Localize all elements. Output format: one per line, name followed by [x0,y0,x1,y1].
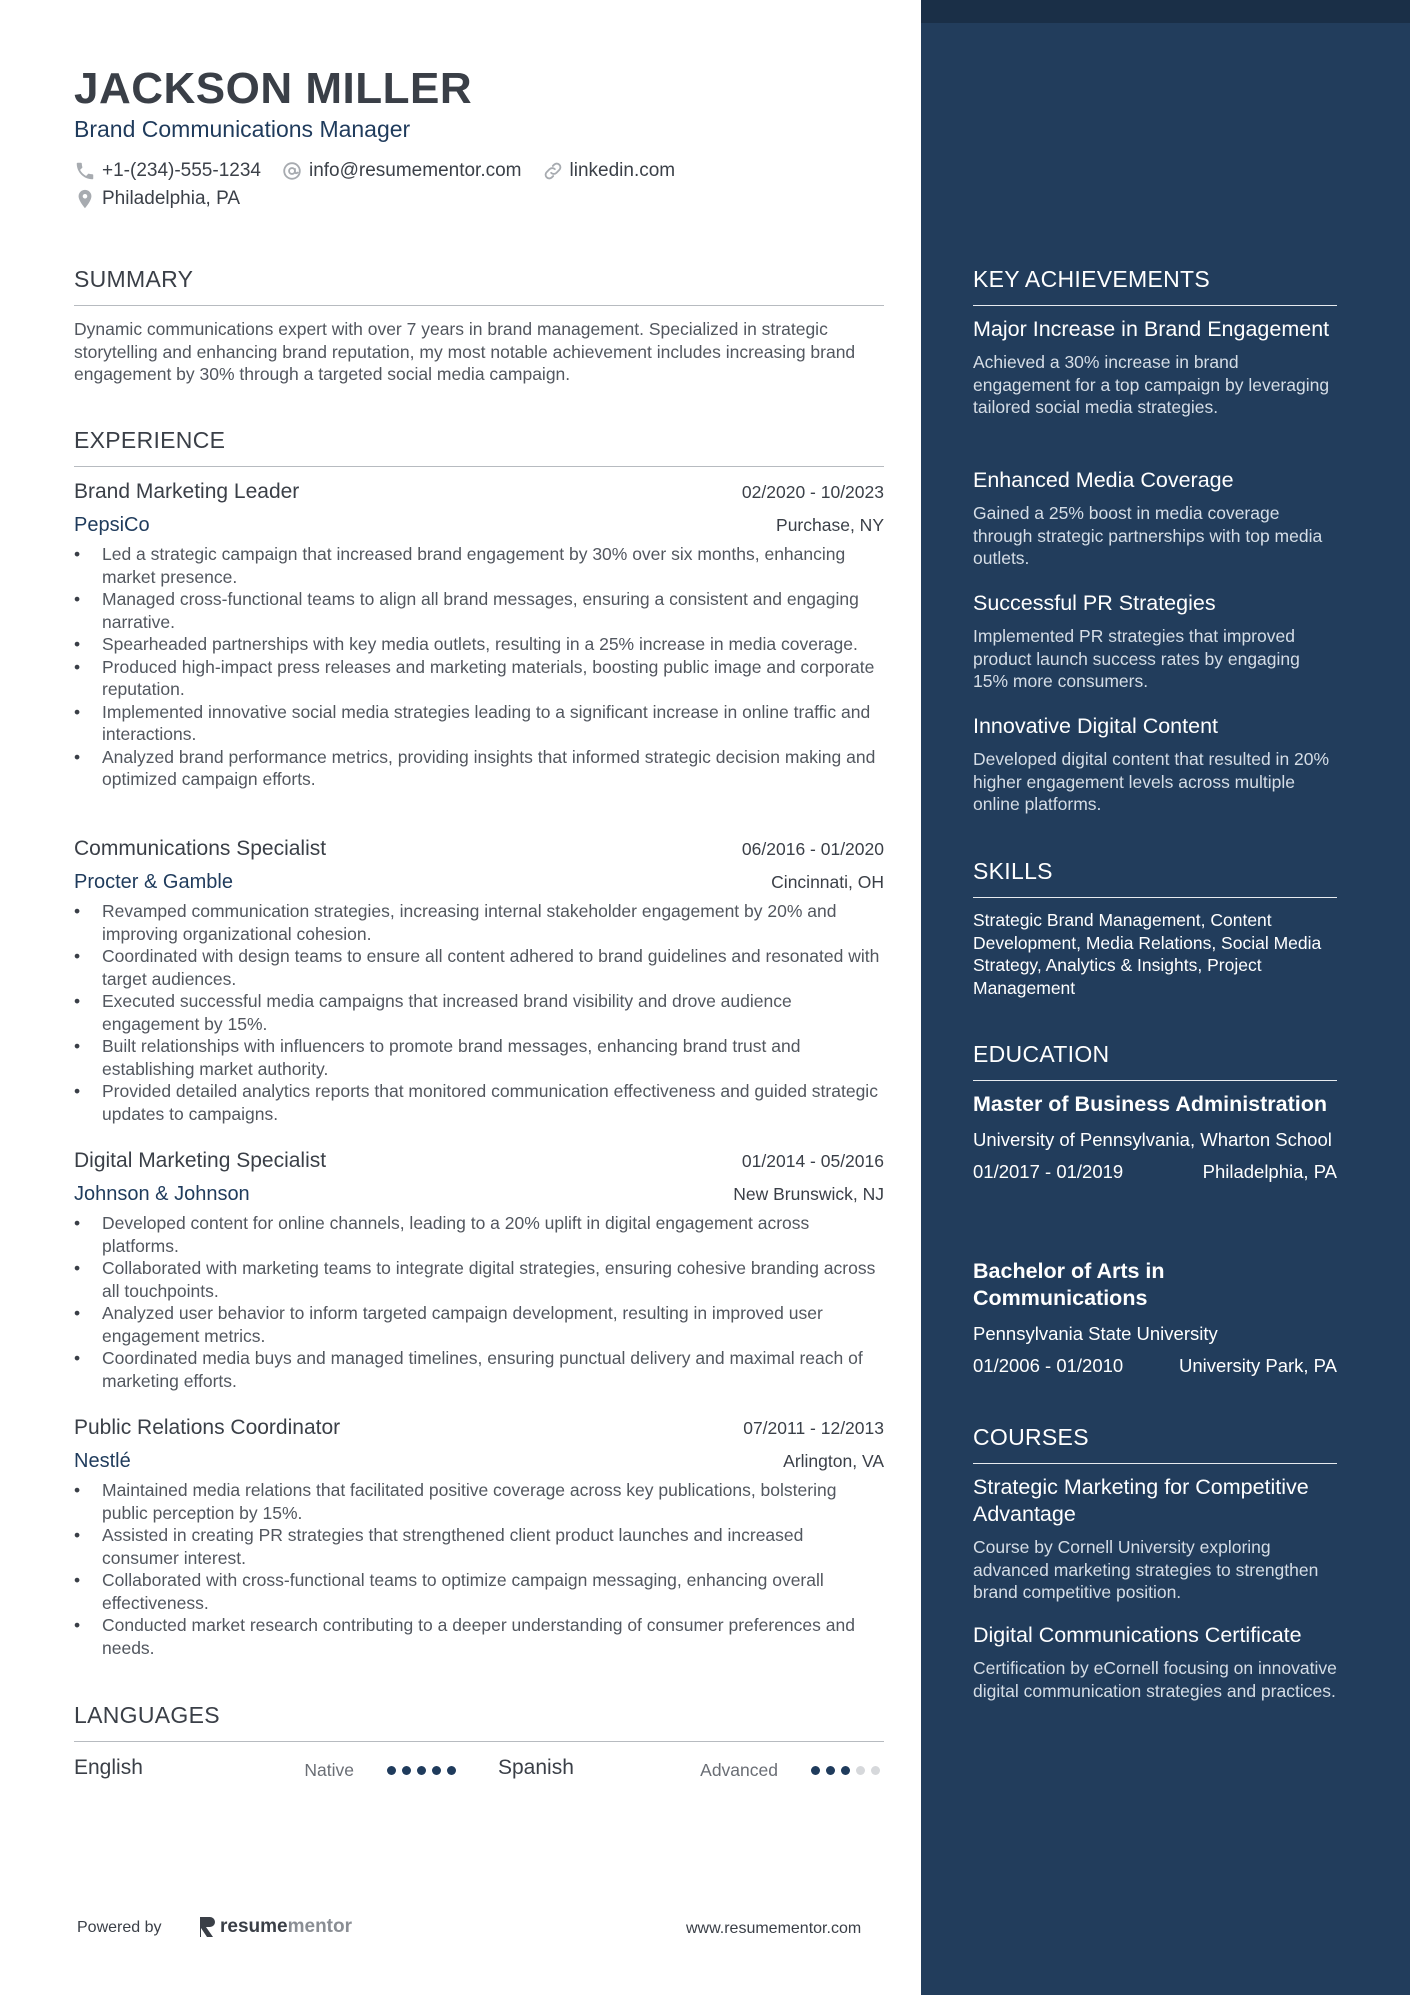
achievement-item [973,316,1337,419]
job-company: Procter & Gamble [74,871,233,893]
job-dates: 01/2014 - 05/2016 [741,1151,884,1171]
skills-text: Strategic Brand Management, Content Development, Media Relations, Social Media Strategy, Analytics & Insights, Project Management [973,910,1322,998]
job-bullet: • Executed successful media campaigns that increased brand visibility and drove audience engagement by 15%. [74,990,884,1035]
skills-heading: SKILLS [973,858,1337,898]
education-heading: EDUCATION [973,1041,1337,1081]
summary-heading: SUMMARY [74,266,884,306]
experience-heading: EXPERIENCE [74,427,884,467]
job-bullet: • Collaborated with marketing teams to integrate digital strategies, ensuring cohesive branding across all touchpoints. [74,1257,884,1302]
job-bullet: • Implemented innovative social media strategies leading to a significant increase in online traffic and interactions. [74,701,884,746]
education-dates: 01/2017 - 01/2019 [973,1161,1124,1182]
language-name: English [74,1756,143,1779]
job-location: Arlington, VA [783,1451,884,1471]
achievements-section [973,266,1337,306]
job-entry [74,1416,884,1659]
contact-row-2 [74,188,260,210]
education-degree: Master of Business Administration [973,1092,1328,1116]
summary-text: Dynamic communications expert with over 7 years in brand management. Specialized in strategic storytelling and enhancing brand reputation, my most notable achievement includes increasing brand engagement by 30% through a targeted social media campaign. [74,319,856,384]
phone-icon [74,160,96,182]
job-location: Cincinnati, OH [771,872,884,892]
achievement-item [973,713,1337,816]
skills-list [973,909,1337,999]
achievements-heading: KEY ACHIEVEMENTS [973,266,1337,306]
job-role: Public Relations Coordinator [74,1416,341,1439]
achievement-desc: Developed digital content that resulted in 20% higher engagement levels across multiple online platforms. [973,749,1330,814]
languages-heading: LANGUAGES [74,1702,884,1742]
courses-section [973,1424,1337,1464]
course-item [973,1622,1337,1702]
course-title: Strategic Marketing for Competitive Advantage [973,1475,1309,1526]
contact-linkedin [542,160,676,182]
achievement-desc: Achieved a 30% increase in brand engagement for a top campaign by leveraging tailored social media strategies. [973,352,1330,417]
job-bullet: • Analyzed user behavior to inform targeted campaign development, resulting in improved user engagement metrics. [74,1302,884,1347]
course-item [973,1474,1337,1604]
job-dates: 02/2020 - 10/2023 [741,482,884,502]
achievement-title: Enhanced Media Coverage [973,468,1234,492]
achievement-title: Major Increase in Brand Engagement [973,317,1330,341]
linkedin-text[interactable]: linkedin.com [569,160,676,181]
language-level: Native [304,1760,354,1780]
education-degree: Bachelor of Arts in Communications [973,1259,1165,1310]
job-bullet: • Led a strategic campaign that increased brand engagement by 30% over six months, enhancing market presence. [74,543,884,588]
contact-location [74,188,240,210]
job-bullet: • Collaborated with cross-functional teams to optimize campaign messaging, enhancing overall effectiveness. [74,1569,884,1614]
achievement-title: Innovative Digital Content [973,714,1219,738]
skills-section [973,858,1337,898]
sidebar-top-bar [921,0,1410,23]
job-bullet: • Maintained media relations that facilitated positive coverage across key publications, bolstering public perception by 15%. [74,1479,884,1524]
job-entry [74,480,884,791]
rating-dot-empty [871,1766,880,1775]
education-location: Philadelphia, PA [1202,1161,1337,1182]
job-entry [74,1149,884,1392]
job-bullet: • Revamped communication strategies, increasing internal stakeholder engagement by 20% and improving organizational cohesion. [74,900,884,945]
email-text[interactable]: info@resumementor.com [308,160,522,181]
resumementor-logo-icon [198,1916,216,1938]
job-role: Brand Marketing Leader [74,480,300,503]
job-bullets [74,1212,884,1392]
job-bullet: • Built relationships with influencers to promote brand messages, enhancing brand trust and establishing market authority. [74,1035,884,1080]
link-icon [542,160,564,182]
rating-dot-filled [402,1766,411,1775]
achievement-desc: Implemented PR strategies that improved product launch success rates by engaging 15% more consumers. [973,626,1300,691]
job-location: New Brunswick, NJ [733,1184,884,1204]
courses-heading: COURSES [973,1424,1337,1464]
job-bullet: • Produced high-impact press releases and marketing materials, boosting public image and corporate reputation. [74,656,884,701]
rating-dot-empty [856,1766,865,1775]
job-bullet: • Analyzed brand performance metrics, providing insights that informed strategic decision making and optimized campaign efforts. [74,746,884,791]
logo-text-resume: resume [220,1916,288,1937]
job-bullet: • Managed cross-functional teams to align all brand messages, ensuring a consistent and engaging narrative. [74,588,884,633]
phone-text[interactable]: +1-(234)-555-1234 [102,160,261,181]
education-school: Pennsylvania State University [973,1323,1218,1344]
job-bullet: • Conducted market research contributing to a deeper understanding of consumer preferences and needs. [74,1614,884,1659]
job-bullet: • Assisted in creating PR strategies that strengthened client product launches and increased consumer interest. [74,1524,884,1569]
job-entry [74,837,884,1125]
job-bullet: • Coordinated media buys and managed timelines, ensuring punctual delivery and maximal reach of marketing efforts. [74,1347,884,1392]
achievement-item [973,590,1337,693]
course-desc: Course by Cornell University exploring advanced marketing strategies to strengthen brand competitive position. [973,1537,1319,1602]
course-desc: Certification by eCornell focusing on innovative digital communication strategies and practices. [973,1658,1337,1701]
job-bullet: • Developed content for online channels, leading to a 20% uplift in digital engagement across platforms. [74,1212,884,1257]
rating-dot-filled [826,1766,835,1775]
job-dates: 06/2016 - 01/2020 [741,839,884,859]
footer-powered-by: Powered by [77,1919,162,1936]
rating-dot-filled [841,1766,850,1775]
language-name: Spanish [498,1756,574,1779]
education-location: University Park, PA [1179,1355,1337,1376]
achievement-title: Successful PR Strategies [973,591,1216,615]
education-item [973,1091,1337,1183]
contact-phone [74,160,261,182]
candidate-title: Brand Communications Manager [74,116,411,142]
footer-logo[interactable] [198,1916,352,1938]
job-bullets [74,1479,884,1659]
language-level: Advanced [700,1760,778,1780]
job-bullet: • Coordinated with design teams to ensure all content adhered to brand guidelines and resonated with target audiences. [74,945,884,990]
at-icon [281,160,303,182]
job-bullet: • Provided detailed analytics reports that monitored communication effectiveness and guided strategic updates to campaigns. [74,1080,884,1125]
education-dates: 01/2006 - 01/2010 [973,1355,1124,1376]
job-company: Nestlé [74,1450,131,1472]
job-company: Johnson & Johnson [74,1183,250,1205]
location-pin-icon [74,188,96,210]
job-dates: 07/2011 - 12/2013 [743,1418,884,1438]
rating-dot-filled [811,1766,820,1775]
footer-url[interactable]: www.resumementor.com [686,1920,862,1937]
job-location: Purchase, NY [776,515,884,535]
contact-email [281,160,522,182]
sidebar [921,0,1410,1995]
candidate-name: JACKSON MILLER [74,64,473,113]
rating-dot-filled [447,1766,456,1775]
rating-dot-filled [432,1766,441,1775]
language-rating [387,1766,462,1775]
job-role: Communications Specialist [74,837,327,860]
job-bullets [74,543,884,791]
logo-text-mentor: mentor [287,1916,353,1937]
achievement-item [973,467,1337,570]
language-rating [811,1766,886,1775]
job-role: Digital Marketing Specialist [74,1149,327,1172]
job-bullets [74,900,884,1125]
job-bullet: • Spearheaded partnerships with key media outlets, resulting in a 25% increase in media coverage. [74,633,884,656]
achievement-desc: Gained a 25% boost in media coverage through strategic partnerships with top media outlets. [973,503,1323,568]
course-title: Digital Communications Certificate [973,1623,1302,1647]
education-item [973,1258,1337,1377]
location-text: Philadelphia, PA [102,188,241,209]
languages-list [74,1756,884,1786]
education-school: University of Pennsylvania, Wharton School [973,1129,1332,1150]
contact-row [74,160,695,182]
rating-dot-filled [387,1766,396,1775]
rating-dot-filled [417,1766,426,1775]
job-company: PepsiCo [74,514,150,536]
education-section [973,1041,1337,1081]
